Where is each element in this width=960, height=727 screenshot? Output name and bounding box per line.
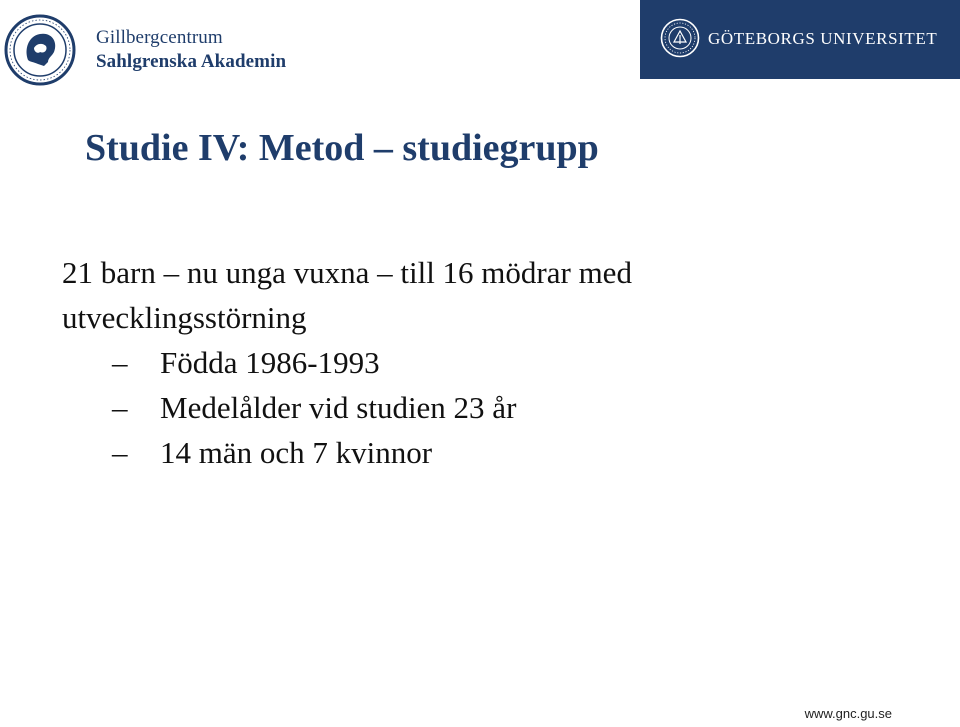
- bullet-item: [62, 340, 822, 385]
- bullet-item: [62, 385, 822, 430]
- bullet-marker: –: [112, 390, 128, 425]
- bullet-marker: –: [112, 345, 128, 380]
- slide-title: Studie IV: Metod – studiegrupp: [85, 127, 599, 169]
- bullet-text: 14 män och 7 kvinnor: [160, 435, 433, 470]
- slide-body: [62, 250, 822, 475]
- bullet-text: Födda 1986-1993: [160, 345, 380, 380]
- org-name: [96, 26, 286, 74]
- bullet-item: [62, 430, 822, 475]
- bullet-marker: –: [112, 435, 128, 470]
- intro-paragraph: 21 barn – nu unga vuxna – till 16 mödrar med utvecklingsstörning: [62, 255, 632, 335]
- org-name-line1: Gillbergcentrum: [96, 27, 223, 48]
- footer-url: www.gnc.gu.se: [804, 706, 892, 721]
- bullet-list: [62, 340, 822, 475]
- university-name: GÖTEBORGS UNIVERSITET: [708, 29, 938, 48]
- university-header-band: [640, 0, 960, 79]
- bullet-text: Medelålder vid studien 23 år: [160, 390, 517, 425]
- university-seal-icon: [660, 18, 700, 58]
- org-name-line2: Sahlgrenska Akademin: [96, 51, 287, 72]
- gillbergcentrum-seal-icon: [4, 14, 76, 86]
